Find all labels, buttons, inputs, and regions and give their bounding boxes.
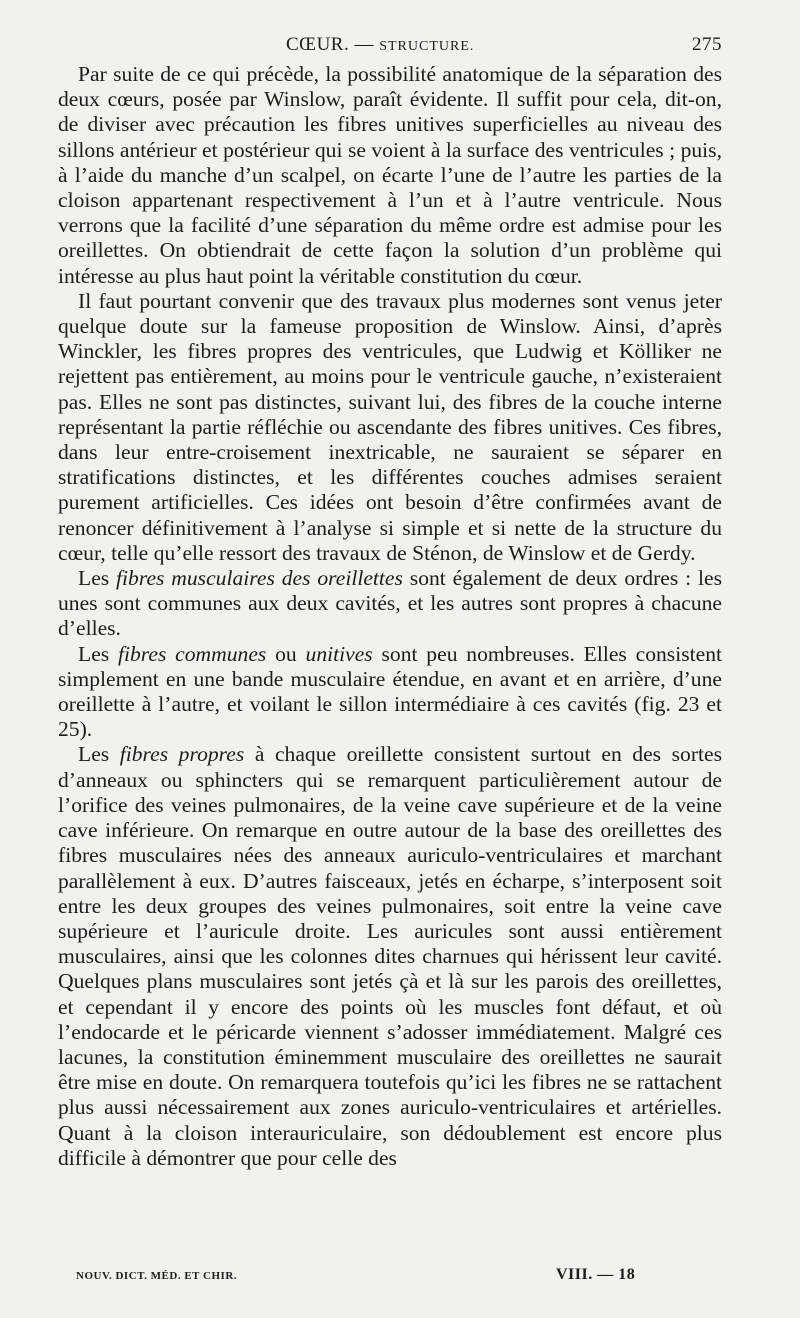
page-number: 275 [692, 34, 722, 55]
paragraph [58, 62, 722, 289]
running-title-dash: — [349, 34, 380, 55]
running-title-sub: STRUCTURE. [379, 39, 475, 54]
document-page [58, 32, 722, 1286]
italic-term: fibres musculaires des oreillettes [116, 566, 403, 591]
paragraph [58, 642, 722, 743]
paragraph [58, 742, 722, 1170]
page-footer [76, 1266, 662, 1286]
text-run: Par suite de ce qui précède, la possibilité anatomique de la séparation des deux cœurs, posée par Winslow, paraît évidente. Il suffit pour cela, dit-on, de diviser avec précaution les fibres unitives superficielles au niveau des sillons antérieur et postérieur qui se voient à la surface des ventricules ; puis, à l’aide du manche d’un scalpel, on écarte l’une de l’autre les parties de la cloison appartenant respectivement à l’un et à l’autre ventricule. Nous verrons que la facilité d’une séparation du même ordre est admise pour les oreillettes. On obtiendrait de cette façon la solution d’un problème qui intéresse au plus haut point la véritable constitution du cœur. [58, 62, 722, 288]
page-header [58, 32, 722, 62]
paragraph [58, 566, 722, 642]
italic-term: unitives [305, 641, 373, 666]
text-run: Il faut pourtant convenir que des travaux plus modernes sont venus jeter quelque doute sur la fameuse proposition de Winslow. Ainsi, d’après Winckler, les fibres propres des ventricules, que Ludwig et Kölliker ne rejettent pas entièrement, au moins pour le ventricule gauche, n’existeraient pas. Elles ne sont pas distinctes, suivant lui, des fibres de la couche interne représentant la partie réfléchie ou ascendante des fibres unitives. Ces fibres, dans leur entre-croisement inextricable, ne sauraient se séparer en stratifications distinctes, et les différentes couches admises seraient purement artificielles. Ces idées ont besoin d’être confirmées avant de renoncer définitivement à l’analyse si simple et si nette de la structure du cœur, telle qu’elle ressort des travaux de Sténon, de Winslow et de Gerdy. [58, 288, 722, 565]
text-run: Les [78, 641, 118, 666]
text-run: Les [78, 566, 117, 591]
text-run: à chaque oreillette consistent surtout en des sortes d’anneaux ou sphincters qui se remarquent particulièrement autour de l’orifice des veines pulmonaires, de la veine cave supérieure et de la veine cave inférieure. On remarque en outre autour de la base des oreillettes des fibres musculaires nées des anneaux auriculo-ventriculaires et marchant parallèlement à eux. D’autres faisceaux, jetés en écharpe, s’interposent soit entre les deux groupes des veines pulmonaires, soit entre la veine cave supérieure et l’auricule droite. Les auricules sont aussi entièrement musculaires, ainsi que les colonnes dites charnues qui hérissent leur cavité. Quelques plans musculaires sont jetés çà et là sur les parois des oreillettes, et cependant il y encore des points où les muscles font défaut, et où l’endocarde et le péricarde viennent s’adosser immédiatement. Malgré ces lacunes, la constitution éminemment musculaire des oreillettes ne saurait être mise en doute. On remarquera toutefois qu’ici les fibres ne se rattachent plus aussi nécessairement aux zones auriculo-ventriculaires et artérielles. Quant à la cloison interauriculaire, son dédoublement est encore plus difficile à démontrer que pour celle des [58, 742, 723, 1170]
running-title-main: CŒUR. [286, 34, 350, 55]
text-run: Les [78, 742, 120, 767]
italic-term: fibres propres [119, 742, 245, 767]
footer-signature: NOUV. DICT. MÉD. ET CHIR. [76, 1270, 238, 1282]
footer-volume-sheet: VIII. — 18 [556, 1266, 636, 1283]
text-run: sont également de deux ordres : les unes sont communes aux deux cavités, et les autres sont propres à chacune d’elles. [58, 566, 722, 641]
italic-term: fibres communes [117, 641, 267, 666]
running-title [286, 34, 474, 56]
body-text [58, 62, 722, 1171]
paragraph [58, 289, 722, 566]
text-run: sont peu nombreuses. Elles consistent simplement en une bande musculaire étendue, en avant et en arrière, d’une oreillette à l’autre, et voilant le sillon intermédiaire à ces cavités (fig. 23 et 25). [58, 641, 722, 742]
text-run: ou [266, 641, 306, 666]
